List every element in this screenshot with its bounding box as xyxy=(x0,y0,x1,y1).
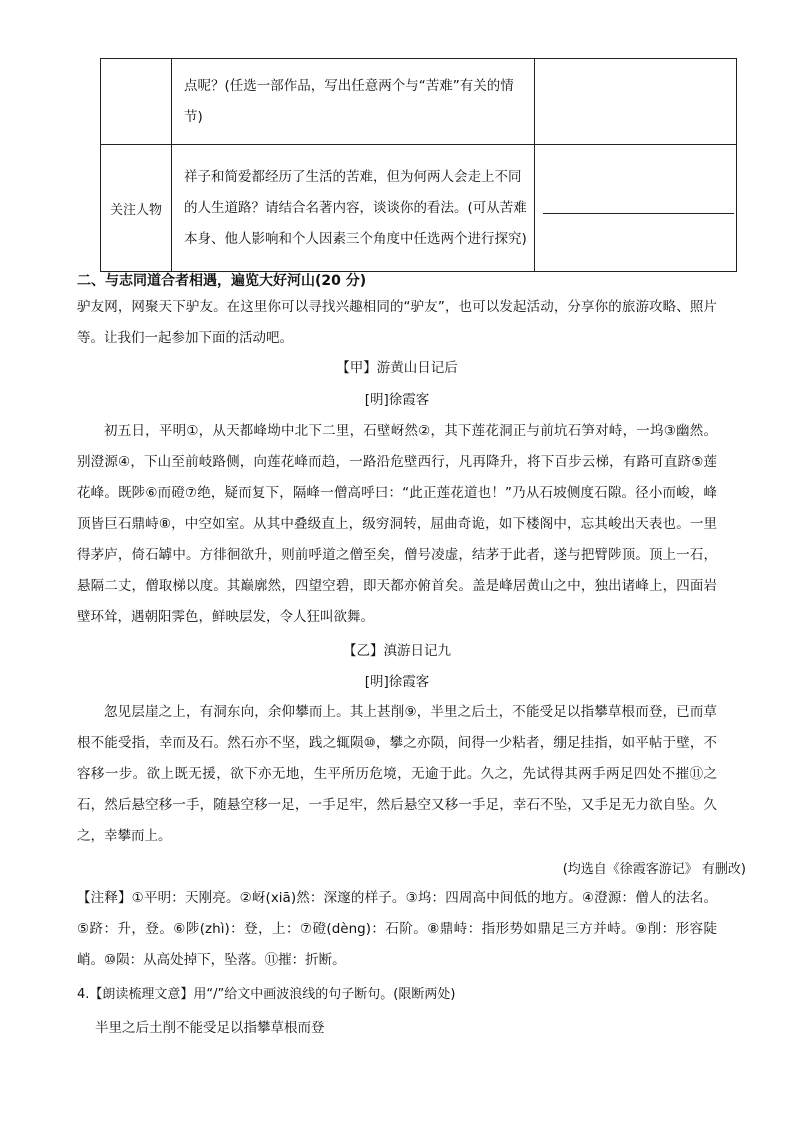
table-row xyxy=(101,59,737,145)
table-row xyxy=(101,145,737,272)
passage-b-author: [明]徐霞客 xyxy=(364,674,430,690)
question-4-prompt: 4.【朗读梳理文意】用“/”给文中画波浪线的句子断句。(限断两处) xyxy=(77,987,456,1002)
table-question-cell: 祥子和简爱都经历了生活的苦难，但为何两人会走上不同的人生道路？请结合名著内容，谈谈你的看法。(可从苦难本身、他人影响和个人因素三个角度中任选两个进行探究) xyxy=(172,145,535,272)
passage-a-title: 【甲】游黄山日记后 xyxy=(336,360,458,376)
question-4-sentence: 半里之后土削不能受足以指攀草根而登 xyxy=(95,1020,325,1036)
annotation-notes: 【注释】①平明：天刚亮。②岈(xiā)然：深邃的样子。③坞：四周高中间低的地方。④澄源：僧人的法名。⑤跻：升，登。⑥陟(zhì)：登，上：⑦磴(dèng)：石阶。⑧鼎峙：指形势如鼎足三方并峙。⑨削：形容陡峭。⑩陨：从高处掉下，坠落。⑪摧：折断。 xyxy=(77,890,717,968)
table-category-cell xyxy=(101,59,172,145)
passage-b-title: 【乙】滇游日记九 xyxy=(343,643,451,659)
question-table xyxy=(100,58,737,272)
answer-line xyxy=(543,213,734,214)
passage-b-body: 忽见层崖之上，有洞东向，余仰攀而上。其上甚削⑨，半里之后土，不能受足以指攀草根而登，已而草根不能受指，幸而及石。然石亦不坚，践之辄陨⑩，攀之亦陨，间得一少粘者，绷足挂指，如平帖于壁，不容移一步。欲上既无援，欲下亦无地，生平所历危境，无逾于此。久之，先试得其两手两足四处不摧⑪之石，然后悬空移一手，随悬空移一足，一手足牢，然后悬空又移一手足，幸石不坠，又手足无力欲自坠。久之，幸攀而上。 xyxy=(77,704,717,844)
passage-a-author: [明]徐霞客 xyxy=(364,392,430,408)
table-category-cell: 关注人物 xyxy=(101,145,172,272)
table-answer-cell[interactable] xyxy=(535,145,737,272)
table-question-cell: 点呢？(任选一部作品，写出任意两个与“苦难”有关的情节) xyxy=(172,59,535,145)
section-title: 二、与志同道合者相遇，遍览大好河山(20 分) xyxy=(77,273,367,289)
table-answer-cell[interactable] xyxy=(535,59,737,145)
passage-a-body: 初五日，平明①，从天都峰坳中北下二里，石壁岈然②，其下莲花洞正与前坑石笋对峙，一坞③幽然。别澄源④，下山至前岐路侧，向莲花峰而趋，一路沿危壁西行，凡再降升，将下百步云梯，有路可直跻⑤莲花峰。既陟⑥而磴⑦绝，疑而复下，隔峰一僧高呼曰：“此正莲花道也！”乃从石坡侧度石隙。径小而峻，峰顶皆巨石鼎峙⑧，中空如室。从其中叠级直上，级穷洞转，屈曲奇诡，如下楼阁中，忘其峻出天表也。一里得茅庐，倚石罅中。方徘徊欲升，则前呼道之僧至矣，僧号凌虚，结茅于此者，遂与把臂陟顶。顶上一石，悬隔二丈，僧取梯以度。其巅廓然，四望空碧，即天都亦俯首矣。盖是峰居黄山之中，独出诸峰上，四面岩壁环耸，遇朝阳霁色，鲜映层发，令人狂叫欲舞。 xyxy=(77,423,717,625)
source-note: (均选自《徐霞客游记》 有删改) xyxy=(562,862,746,877)
section-intro: 驴友网，网聚天下驴友。在这里你可以寻找兴趣相同的“驴友”，也可以发起活动，分享你的旅游攻略、照片等。让我们一起参加下面的活动吧。 xyxy=(77,299,717,346)
